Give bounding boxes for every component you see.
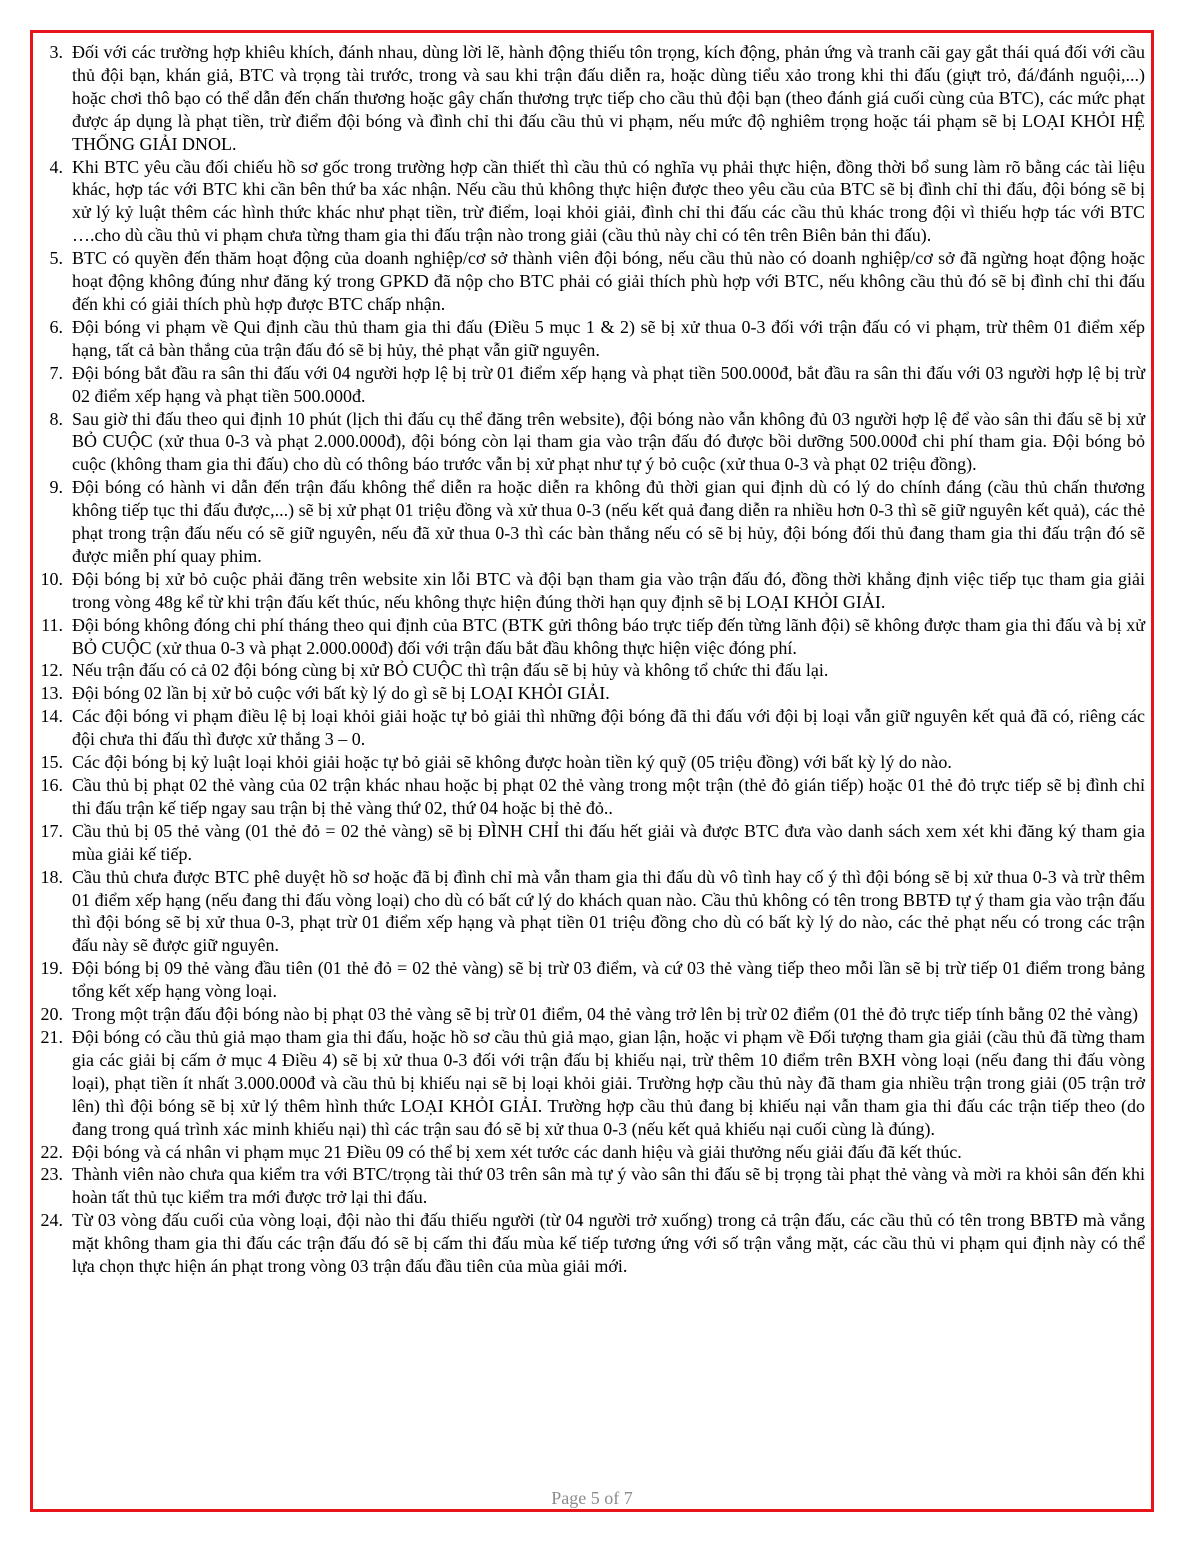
rule-number: 6. [49, 316, 63, 337]
rule-item [33, 316, 1151, 362]
rule-item [33, 705, 1151, 751]
rule-text: Đội bóng có hành vi dẫn đến trận đấu không thể diễn ra hoặc diễn ra không đủ thời gian qui định dù có lý do chính đáng (cầu thủ chấn thương không tiếp tục thi đấu được,...) sẽ bị xử phạt 01 triệu đồng và xử thua 0-3 (nếu kết quả đang diễn ra nhiều hơn 0-3 thì sẽ giữ nguyên kết quả), các thẻ phạt trong trận đấu nếu có sẽ giữ nguyên, nếu đã xử thua 0-3 thì các bàn thắng nếu có sẽ bị hủy, đội bóng đối thủ đang tham gia thi đấu trận đó sẽ được miễn phí quay phim. [72, 477, 1145, 566]
rule-text: Các đội bóng vi phạm điều lệ bị loại khỏi giải hoặc tự bỏ giải thì những đội bóng đã thi đấu với đội bị loại vẫn giữ nguyên kết quả đã có, riêng các đội chưa thi đấu thì được xử thắng 3 – 0. [72, 706, 1145, 750]
rule-number: 20. [40, 1004, 63, 1025]
rule-item [33, 1209, 1151, 1278]
rule-item [33, 476, 1151, 568]
rule-item [33, 751, 1151, 774]
rule-number: 19. [40, 958, 63, 979]
rule-number: 17. [40, 820, 63, 841]
rule-number: 23. [40, 1164, 63, 1185]
rule-item [33, 820, 1151, 866]
page-frame [30, 30, 1154, 1512]
rule-number: 22. [40, 1141, 63, 1162]
rule-number: 7. [49, 362, 63, 383]
rule-text: Đội bóng vi phạm về Qui định cầu thủ tham gia thi đấu (Điều 5 mục 1 & 2) sẽ bị xử thua 0-3 đối với trận đấu có vi phạm, trừ thêm 01 điểm xếp hạng, tất cả bàn thắng của trận đấu đó sẽ bị hủy, thẻ phạt vẫn giữ nguyên. [72, 316, 1145, 360]
rule-number: 4. [49, 156, 63, 177]
rule-item [33, 614, 1151, 660]
rule-number: 12. [40, 660, 63, 681]
rule-item [33, 774, 1151, 820]
rule-item [33, 1163, 1151, 1209]
rule-number: 11. [41, 614, 63, 635]
rule-text: Nếu trận đấu có cả 02 đội bóng cùng bị xử BỎ CUỘC thì trận đấu sẽ bị hủy và không tổ chức thi đấu lại. [72, 660, 829, 681]
rule-item [33, 957, 1151, 1003]
rule-text: Cầu thủ bị 05 thẻ vàng (01 thẻ đỏ = 02 thẻ vàng) sẽ bị ĐÌNH CHỈ thi đấu hết giải và được BTC đưa vào danh sách xem xét khi đăng ký tham gia mùa giải kế tiếp. [72, 820, 1145, 864]
rule-number: 8. [49, 408, 63, 429]
rule-item [33, 866, 1151, 958]
rule-number: 9. [49, 477, 63, 498]
rule-text: Đội bóng có cầu thủ giả mạo tham gia thi đấu, hoặc hồ sơ cầu thủ giả mạo, gian lận, hoặc vi phạm về Đối tượng tham gia giải (cầu thủ đã từng tham gia các giải bị cấm ở mục 4 Điều 4) sẽ bị xử thua 0-3 đối với trận đấu bị khiếu nại, trừ thêm 10 điểm trên BXH vòng loại (nếu đang thi đấu vòng loại), phạt tiền ít nhất 3.000.000đ và cầu thủ bị khiếu nại sẽ bị loại khỏi giải. Trường hợp cầu thủ này đã tham gia nhiều trận trong giải (05 trận trở lên) thì đội bóng sẽ bị xử lý thêm hình thức LOẠI KHỎI GIẢI. Trường hợp cầu thủ đang bị khiếu nại vẫn tham gia thi đấu các trận tiếp theo (do đang trong quá trình xác minh khiếu nại) thì các trận sau đó sẽ bị xử thua 0-3 (nếu kết quả khiếu nại cuối cùng là đúng). [72, 1026, 1145, 1139]
rule-number: 5. [49, 248, 63, 269]
rule-item [33, 682, 1151, 705]
rule-item [33, 247, 1151, 316]
rule-number: 24. [40, 1210, 63, 1231]
rule-item [33, 568, 1151, 614]
rule-text: Khi BTC yêu cầu đối chiếu hồ sơ gốc trong trường hợp cần thiết thì cầu thủ có nghĩa vụ phải thực hiện, đồng thời bổ sung làm rõ bằng các tài liệu khác, hợp tác với BTC khi cần bên thứ ba xác nhận. Nếu cầu thủ không thực hiện được theo yêu cầu của BTC sẽ bị đình chỉ thi đấu, đội bóng sẽ bị xử lý kỷ luật thêm các hình thức khác như phạt tiền, trừ điểm, loại khỏi giải, đình chỉ thi đấu các cầu thủ khác trong đội vì thiếu hợp tác với BTC ….cho dù cầu thủ vi phạm chưa từng tham gia thi đấu trận nào trong giải (cầu thủ này chỉ có tên trên Biên bản thi đấu). [72, 156, 1145, 246]
rule-text: Đội bóng bị 09 thẻ vàng đầu tiên (01 thẻ đỏ = 02 thẻ vàng) sẽ bị trừ 03 điểm, và cứ 03 thẻ vàng tiếp theo mỗi lần sẽ bị trừ tiếp 01 điểm trong bảng tổng kết xếp hạng vòng loại. [72, 958, 1145, 1002]
rule-item [33, 659, 1151, 682]
rule-item [33, 362, 1151, 408]
rule-item [33, 1026, 1151, 1141]
rule-number: 15. [40, 752, 63, 773]
rule-text: Các đội bóng bị kỷ luật loại khỏi giải hoặc tự bỏ giải sẽ không được hoàn tiền ký quỹ (05 triệu đồng) với bất kỳ lý do nào. [72, 752, 952, 773]
rule-text: Đội bóng và cá nhân vi phạm mục 21 Điều 09 có thể bị xem xét tước các danh hiệu và giải thưởng nếu giải đấu đã kết thúc. [72, 1141, 962, 1162]
rule-number: 3. [49, 42, 63, 62]
rule-text: Trong một trận đấu đội bóng nào bị phạt 03 thẻ vàng sẽ bị trừ 01 điểm, 04 thẻ vàng trở lên bị trừ 02 điểm (01 thẻ đỏ trực tiếp tính bằng 02 thẻ vàng) [72, 1004, 1138, 1025]
rule-number: 13. [40, 683, 63, 704]
rule-text: Đội bóng bắt đầu ra sân thi đấu với 04 người hợp lệ bị trừ 01 điểm xếp hạng và phạt tiền 500.000đ, bắt đầu ra sân thi đấu với 03 người hợp lệ bị trừ 02 điểm xếp hạng và phạt tiền 500.000đ. [72, 362, 1145, 406]
rule-text: Cầu thủ bị phạt 02 thẻ vàng của 02 trận khác nhau hoặc bị phạt 02 thẻ vàng trong một trận (thẻ đỏ gián tiếp) hoặc 01 thẻ đỏ trực tiếp sẽ bị đình chỉ thi đấu trận kế tiếp ngay sau trận bị thẻ vàng thứ 02, thứ 04 hoặc bị thẻ đỏ.. [72, 775, 1145, 818]
rule-text: Thành viên nào chưa qua kiểm tra với BTC/trọng tài thứ 03 trên sân mà tự ý vào sân thi đấu sẽ bị trọng tài phạt thẻ vàng và mời ra khỏi sân đến khi hoàn tất thủ tục kiểm tra mới được trở lại thi đấu. [72, 1164, 1145, 1208]
rule-text: Đội bóng không đóng chi phí tháng theo qui định của BTC (BTK gửi thông báo trực tiếp đến từng lãnh đội) sẽ không được tham gia thi đấu và bị xử BỎ CUỘC (xử thua 0-3 và phạt 2.000.000đ) đối với trận đấu bắt đầu không thực hiện việc đóng phí. [72, 614, 1145, 658]
rule-number: 21. [40, 1026, 63, 1047]
rule-text: Từ 03 vòng đấu cuối của vòng loại, đội nào thi đấu thiếu người (từ 04 người trở xuống) trong cả trận đấu, các cầu thủ có tên trong BBTĐ mà vắng mặt không tham gia thi đấu các trận đấu đó sẽ bị cấm thi đấu mùa kế tiếp tương ứng với số trận vắng mặt, các cầu thủ vi phạm qui định này có thể lựa chọn thực hiện án phạt trong vòng 03 trận đấu đầu tiên của mùa giải mới. [72, 1210, 1145, 1277]
rule-number: 16. [40, 775, 63, 795]
rule-number: 18. [40, 866, 63, 887]
rule-text: Đối với các trường hợp khiêu khích, đánh nhau, dùng lời lẽ, hành động thiếu tôn trọng, kích động, phản ứng và tranh cãi gay gắt thái quá đối với cầu thủ đội bạn, khán giả, BTC và trọng tài trước, trong và sau khi trận đấu diễn ra, hoặc dùng tiểu xảo trong khi thi đấu (giựt trỏ, đá/đánh nguội,...) hoặc chơi thô bạo có thể dẫn đến chấn thương hoặc gây chấn thương trực tiếp cho cầu thủ đội bạn (theo đánh giá cuối cùng của BTC), các mức phạt được áp dụng là phạt tiền, trừ điểm đội bóng và đình chỉ thi đấu cầu thủ vi phạm, nếu mức độ nghiêm trọng hoặc tái phạm sẽ bị LOẠI KHỎI HỆ THỐNG GIẢI DNOL. [72, 42, 1145, 154]
rule-item [33, 1003, 1151, 1026]
rule-item [33, 41, 1151, 156]
rule-text: Cầu thủ chưa được BTC phê duyệt hồ sơ hoặc đã bị đình chỉ mà vẫn tham gia thi đấu dù vô tình hay cố ý thì đội bóng sẽ bị xử thua 0-3 và trừ thêm 01 điểm xếp hạng (nếu đang thi đấu vòng loại) cho dù có bất cứ lý do khách quan nào. Cầu thủ không có tên trong BBTĐ tự ý tham gia vào trận đấu thì đội bóng sẽ bị xử thua 0-3, phạt trừ 01 điểm xếp hạng và phạt tiền 01 triệu đồng cho dù có bất kỳ lý do nào, các thẻ phạt nếu có trong các trận đấu này sẽ được giữ nguyên. [72, 866, 1145, 956]
rules-list [33, 41, 1151, 1278]
rule-text: Đội bóng 02 lần bị xử bỏ cuộc với bất kỳ lý do gì sẽ bị LOẠI KHỎI GIẢI. [72, 683, 610, 704]
rule-number: 10. [40, 568, 63, 589]
rule-text: Đội bóng bị xử bỏ cuộc phải đăng trên website xin lỗi BTC và đội bạn tham gia vào trận đấu đó, đồng thời khẳng định việc tiếp tục tham gia giải trong vòng 48g kể từ khi trận đấu kết thúc, nếu không thực hiện đúng thời hạn quy định sẽ bị LOẠI KHỎI GIẢI. [72, 568, 1145, 612]
rule-item [33, 156, 1151, 248]
rule-text: BTC có quyền đến thăm hoạt động của doanh nghiệp/cơ sở thành viên đội bóng, nếu cầu thủ nào có doanh nghiệp/cơ sở đã ngừng hoạt động hoặc hoạt động không đúng như đăng ký trong GPKD đã nộp cho BTC phải có giải thích phù hợp với BTC, nếu không cầu thủ đó sẽ bị đình chỉ thi đấu đến khi có giải thích phù hợp được BTC chấp nhận. [72, 248, 1145, 314]
rule-text: Sau giờ thi đấu theo qui định 10 phút (lịch thi đấu cụ thể đăng trên website), đội bóng nào vẫn không đủ 03 người hợp lệ để vào sân thi đấu sẽ bị xử BỎ CUỘC (xử thua 0-3 và phạt 2.000.000đ), đội bóng còn lại tham gia vào trận đấu đó được bồi dưỡng 500.000đ chi phí tham gia. Đội bóng bỏ cuộc (không tham gia thi đấu) cho dù có thông báo trước vẫn bị xử phạt như tự ý bỏ cuộc (xử thua 0-3 và phạt 02 triệu đồng). [72, 408, 1145, 475]
page-number-footer: Page 5 of 7 [551, 1488, 633, 1508]
rule-number: 14. [40, 706, 63, 727]
rule-item [33, 408, 1151, 477]
rule-item [33, 1141, 1151, 1164]
